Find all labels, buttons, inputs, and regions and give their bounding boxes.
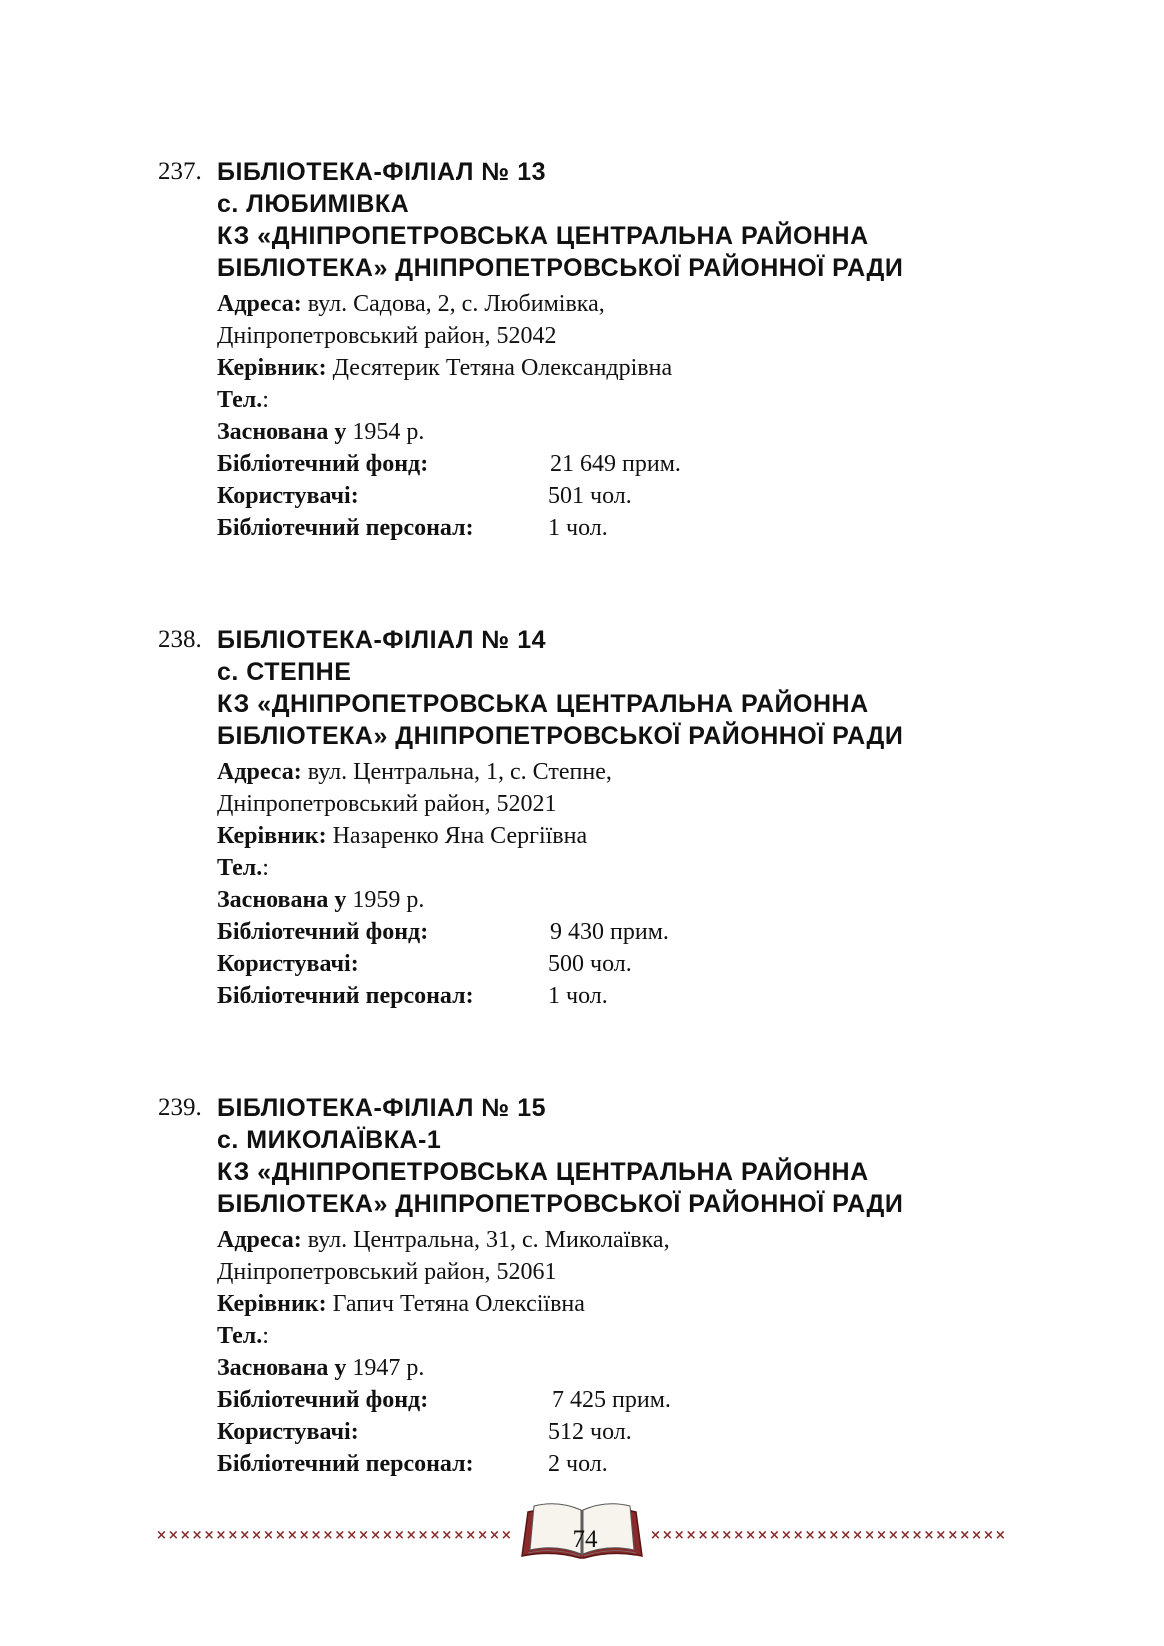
staff-value: 1 чол. bbox=[548, 983, 608, 1009]
page-number: 74 bbox=[572, 1526, 598, 1553]
staff-value: 2 чол. bbox=[548, 1451, 608, 1477]
entry-number: 239. bbox=[158, 1094, 202, 1121]
phone-label: Тел. bbox=[217, 855, 263, 881]
entry-number-row bbox=[158, 624, 202, 656]
address-line bbox=[217, 288, 605, 320]
fund-value: 7 425 прим. bbox=[552, 1387, 671, 1413]
staff-label: Бібліотечний персонал: bbox=[217, 1451, 474, 1477]
founded-line bbox=[217, 416, 424, 448]
users-value: 512 чол. bbox=[548, 1419, 632, 1445]
entry-org-line2: БІБЛІОТЕКА» ДНІПРОПЕТРОВСЬКОЇ РАЙОННОЇ РАДИ bbox=[217, 254, 904, 282]
head-label: Керівник: bbox=[217, 823, 327, 849]
footer-ornament-left: ×××××××××××××××××××××××××××××× bbox=[156, 1528, 513, 1543]
founded-value: 1959 р. bbox=[346, 887, 425, 913]
phone-line bbox=[217, 852, 269, 884]
staff-label: Бібліотечний персонал: bbox=[217, 983, 474, 1009]
address-label: Адреса: bbox=[217, 291, 302, 317]
address-line bbox=[217, 1224, 670, 1256]
phone-line bbox=[217, 1320, 269, 1352]
users-value: 501 чол. bbox=[548, 483, 632, 509]
head-value: Гапич Тетяна Олексіївна bbox=[326, 1291, 585, 1317]
staff-value: 1 чол. bbox=[548, 515, 608, 541]
entry-village: с. СТЕПНЕ bbox=[217, 658, 352, 686]
founded-label: Заснована у bbox=[217, 1355, 347, 1381]
phone-line bbox=[217, 384, 269, 416]
fund-label: Бібліотечний фонд: bbox=[217, 1387, 429, 1413]
entry-village: с. ЛЮБИМІВКА bbox=[217, 190, 410, 218]
entry-org-line1: КЗ «ДНІПРОПЕТРОВСЬКА ЦЕНТРАЛЬНА РАЙОННА bbox=[217, 222, 869, 250]
fund-value: 9 430 прим. bbox=[550, 919, 669, 945]
address-label: Адреса: bbox=[217, 759, 302, 785]
head-value: Назаренко Яна Сергіївна bbox=[326, 823, 588, 849]
entry-org-line1: КЗ «ДНІПРОПЕТРОВСЬКА ЦЕНТРАЛЬНА РАЙОННА bbox=[217, 1158, 869, 1186]
phone-value: : bbox=[262, 855, 269, 881]
address-line2: Дніпропетровський район, 52021 bbox=[217, 791, 557, 817]
footer-ornament-right: ×××××××××××××××××××××××××××××× bbox=[650, 1528, 1007, 1543]
founded-line bbox=[217, 884, 424, 916]
head-line bbox=[217, 1288, 585, 1320]
users-label: Користувачі: bbox=[217, 1419, 359, 1445]
head-label: Керівник: bbox=[217, 355, 327, 381]
users-value: 500 чол. bbox=[548, 951, 632, 977]
head-label: Керівник: bbox=[217, 1291, 327, 1317]
address-label: Адреса: bbox=[217, 1227, 302, 1253]
head-line bbox=[217, 352, 672, 384]
entry-title: БІБЛІОТЕКА-ФІЛІАЛ № 13 bbox=[217, 158, 547, 186]
fund-label: Бібліотечний фонд: bbox=[217, 919, 429, 945]
entry-number: 238. bbox=[158, 626, 202, 653]
address-value: вул. Садова, 2, с. Любимівка, bbox=[301, 291, 605, 317]
founded-line bbox=[217, 1352, 424, 1384]
head-line bbox=[217, 820, 587, 852]
head-value: Десятерик Тетяна Олександрівна bbox=[326, 355, 673, 381]
fund-label: Бібліотечний фонд: bbox=[217, 451, 429, 477]
founded-label: Заснована у bbox=[217, 887, 347, 913]
phone-label: Тел. bbox=[217, 387, 263, 413]
founded-label: Заснована у bbox=[217, 419, 347, 445]
entry-number-row bbox=[158, 1092, 202, 1124]
address-line2: Дніпропетровський район, 52061 bbox=[217, 1259, 557, 1285]
phone-label: Тел. bbox=[217, 1323, 263, 1349]
users-label: Користувачі: bbox=[217, 951, 359, 977]
entry-title: БІБЛІОТЕКА-ФІЛІАЛ № 15 bbox=[217, 1094, 547, 1122]
phone-value: : bbox=[262, 387, 269, 413]
address-value: вул. Центральна, 1, с. Степне, bbox=[301, 759, 612, 785]
entry-title: БІБЛІОТЕКА-ФІЛІАЛ № 14 bbox=[217, 626, 547, 654]
staff-label: Бібліотечний персонал: bbox=[217, 515, 474, 541]
address-line2: Дніпропетровський район, 52042 bbox=[217, 323, 557, 349]
fund-value: 21 649 прим. bbox=[550, 451, 681, 477]
address-value: вул. Центральна, 31, с. Миколаївка, bbox=[301, 1227, 670, 1253]
founded-value: 1947 р. bbox=[346, 1355, 425, 1381]
phone-value: : bbox=[262, 1323, 269, 1349]
users-label: Користувачі: bbox=[217, 483, 359, 509]
entry-number: 237. bbox=[158, 158, 202, 185]
entry-org-line2: БІБЛІОТЕКА» ДНІПРОПЕТРОВСЬКОЇ РАЙОННОЇ РАДИ bbox=[217, 722, 904, 750]
address-line bbox=[217, 756, 612, 788]
founded-value: 1954 р. bbox=[346, 419, 425, 445]
entry-number-row bbox=[158, 156, 202, 188]
entry-village: с. МИКОЛАЇВКА-1 bbox=[217, 1126, 442, 1154]
entry-org-line2: БІБЛІОТЕКА» ДНІПРОПЕТРОВСЬКОЇ РАЙОННОЇ РАДИ bbox=[217, 1190, 904, 1218]
entry-org-line1: КЗ «ДНІПРОПЕТРОВСЬКА ЦЕНТРАЛЬНА РАЙОННА bbox=[217, 690, 869, 718]
